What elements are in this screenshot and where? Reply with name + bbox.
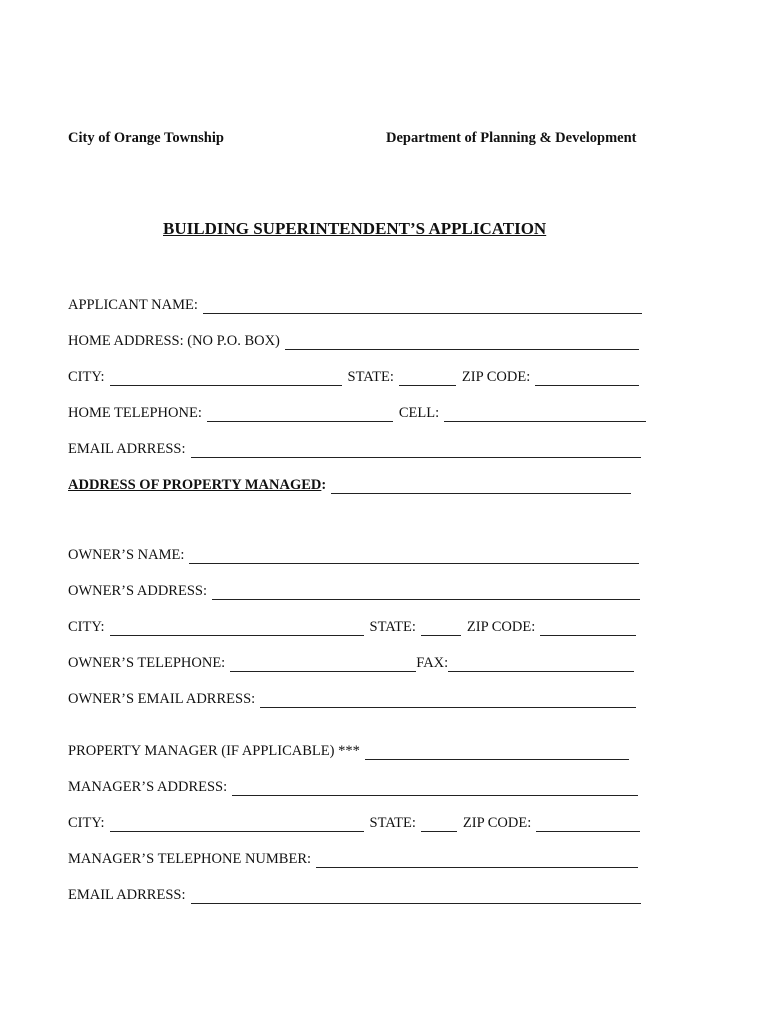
home-address-field[interactable]	[285, 337, 639, 350]
owner-telephone-field[interactable]	[230, 659, 416, 672]
department-name: Department of Planning & Development	[386, 130, 637, 146]
owner-address-row	[68, 582, 646, 600]
owner-state-field[interactable]	[421, 623, 461, 636]
owner-zip-label: ZIP CODE:	[466, 619, 536, 635]
manager-email-field[interactable]	[191, 891, 641, 904]
applicant-name-label: APPLICANT NAME:	[68, 297, 198, 313]
property-manager-label: PROPERTY MANAGER (IF APPLICABLE) ***	[68, 743, 360, 759]
manager-email-row	[68, 886, 647, 904]
applicant-city-field[interactable]	[110, 373, 342, 386]
owner-address-label: OWNER’S ADDRESS:	[68, 583, 207, 599]
cell-field[interactable]	[444, 409, 646, 422]
applicant-email-row	[68, 440, 647, 458]
home-address-row	[68, 332, 645, 350]
applicant-email-label: EMAIL ADRRESS:	[68, 441, 186, 457]
manager-telephone-field[interactable]	[316, 855, 638, 868]
applicant-email-field[interactable]	[191, 445, 641, 458]
municipality-name: City of Orange Township	[68, 130, 224, 146]
property-managed-label: ADDRESS OF PROPERTY MANAGED	[68, 477, 322, 493]
manager-state-label: STATE:	[369, 815, 416, 831]
applicant-city-label: CITY:	[68, 369, 105, 385]
applicant-name-row	[68, 296, 648, 314]
owner-name-row	[68, 546, 645, 564]
applicant-name-field[interactable]	[203, 301, 642, 314]
owner-telephone-row	[68, 654, 640, 672]
applicant-zip-field[interactable]	[535, 373, 639, 386]
manager-address-label: MANAGER’S ADDRESS:	[68, 779, 228, 795]
owner-telephone-label: OWNER’S TELEPHONE:	[68, 655, 226, 671]
manager-telephone-label: MANAGER’S TELEPHONE NUMBER:	[68, 851, 312, 867]
owner-name-field[interactable]	[189, 551, 639, 564]
home-address-label: HOME ADDRESS: (NO P.O. BOX)	[68, 333, 280, 349]
cell-label: CELL:	[398, 405, 440, 421]
manager-address-field[interactable]	[232, 783, 638, 796]
owner-zip-field[interactable]	[540, 623, 636, 636]
owner-fax-label: FAX:	[416, 655, 449, 671]
manager-city-field[interactable]	[110, 819, 364, 832]
owner-name-label: OWNER’S NAME:	[68, 547, 185, 563]
manager-zip-label: ZIP CODE:	[462, 815, 532, 831]
applicant-state-label: STATE:	[347, 369, 394, 385]
applicant-city-row	[68, 368, 645, 386]
owner-city-label: CITY:	[68, 619, 105, 635]
property-manager-row	[68, 742, 635, 760]
owner-city-field[interactable]	[110, 623, 364, 636]
home-telephone-label: HOME TELEPHONE:	[68, 405, 202, 421]
property-managed-field[interactable]	[331, 481, 631, 494]
manager-address-row	[68, 778, 644, 796]
form-title: BUILDING SUPERINTENDENT’S APPLICATION	[163, 219, 547, 238]
owner-state-label: STATE:	[369, 619, 416, 635]
applicant-state-field[interactable]	[399, 373, 456, 386]
owner-email-label: OWNER’S EMAIL ADRRESS:	[68, 691, 256, 707]
owner-email-row	[68, 690, 642, 708]
owner-email-field[interactable]	[260, 695, 636, 708]
property-managed-colon: :	[321, 477, 327, 493]
manager-zip-field[interactable]	[536, 819, 640, 832]
home-telephone-field[interactable]	[207, 409, 393, 422]
manager-email-label: EMAIL ADRRESS:	[68, 887, 186, 903]
manager-telephone-row	[68, 850, 644, 868]
manager-state-field[interactable]	[421, 819, 457, 832]
manager-city-label: CITY:	[68, 815, 105, 831]
property-manager-field[interactable]	[365, 747, 629, 760]
owner-fax-field[interactable]	[448, 659, 634, 672]
owner-address-field[interactable]	[212, 587, 640, 600]
manager-city-row	[68, 814, 646, 832]
applicant-zip-label: ZIP CODE:	[461, 369, 531, 385]
property-managed-row	[68, 476, 637, 494]
home-telephone-row	[68, 404, 652, 422]
owner-city-row	[68, 618, 642, 636]
